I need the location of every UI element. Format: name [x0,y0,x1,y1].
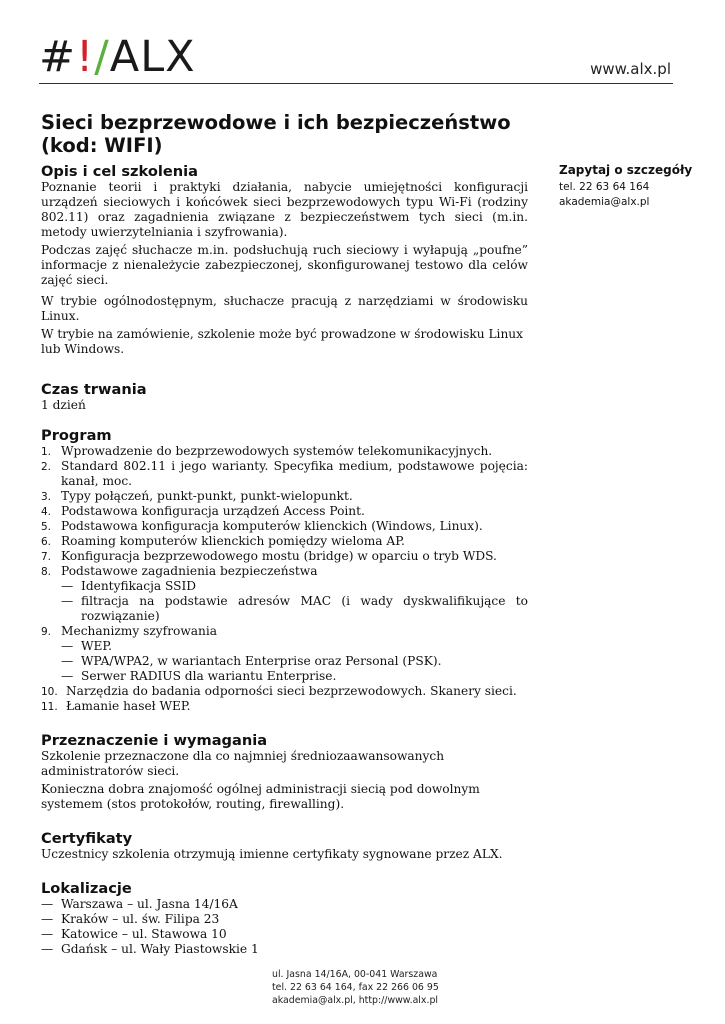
ask-heading: Zapytaj o szczegóły [559,163,693,177]
program-subitem: — Serwer RADIUS dla wariantu Enterprise. [61,669,528,684]
program-item: 10. Narzędzia do badania odporności sieci bezprzewodowych. Skanery sieci. [41,684,517,698]
duration-heading: Czas trwania [41,381,147,398]
program-item: 11. Łamanie haseł WEP. [41,699,191,713]
program-subitem: — WEP. [61,639,528,654]
page-footer [272,968,439,1007]
requirements-paragraph: Szkolenie przeznaczone dla co najmniej średniozaawansowanych administratorów sieci. [41,749,445,778]
header-divider [39,83,673,84]
page-title: Sieci bezprzewodowe i ich bezpieczeństwo (kod: WIFI) [41,111,511,157]
footer-address: ul. Jasna 14/16A, 00-041 Warszawa [272,969,438,980]
certificates-heading: Certyfikaty [41,830,133,847]
alx-logo [39,32,196,82]
description-heading: Opis i cel szkolenia [41,163,198,180]
certificates-text: Uczestnicy szkolenia otrzymują imienne certyfikaty sygnowane przez ALX. [41,847,503,861]
program-list [41,444,528,714]
website-link[interactable]: www.alx.pl [590,60,671,78]
contact-sidebar [559,162,719,210]
footer-contacts[interactable]: akademia@alx.pl, http://www.alx.pl [272,995,438,1006]
requirements-heading: Przeznaczenie i wymagania [41,732,268,749]
sidebar-phone[interactable]: tel. 22 63 64 164 [559,181,650,193]
main-content [41,163,528,975]
program-item: 4. Podstawowa konfiguracja urządzeń Access Point. [41,504,365,518]
description-paragraph: W trybie na zamówienie, szkolenie może być prowadzone w środowisku Linux lub Windows. [41,327,524,356]
program-subitem: — filtracja na podstawie adresów MAC (i wady dyskwalifikujące to rozwiązanie) [61,594,528,624]
footer-phones: tel. 22 63 64 164, fax 22 266 06 95 [272,982,439,993]
program-subitem: — WPA/WPA2, w wariantach Enterprise oraz Personal (PSK). [61,654,528,669]
program-item: 7. Konfiguracja bezprzewodowego mostu (bridge) w oparciu o tryb WDS. [41,549,497,563]
section-program [41,427,528,714]
logo-hash: # [39,32,77,82]
location-item: — Katowice – ul. Stawowa 10 [41,927,528,942]
program-item: 9. Mechanizmy szyfrowania — WEP. — WPA/WPA2, w wariantach Enterprise oraz Personal (PSK). — Serwer RADIUS dla wariantu Enterprise. [41,624,528,684]
logo-exclamation: ! [76,32,95,82]
section-duration [41,381,528,413]
requirements-paragraph: Konieczna dobra znajomość ogólnej administracji siecią pod dowolnym systemem (stos protokołów, routing, firewalling). [41,782,480,811]
section-description [41,163,528,357]
section-certificates [41,830,528,862]
program-subitems [61,579,528,624]
duration-value: 1 dzień [41,398,86,412]
description-paragraph: W trybie ogólnodostępnym, słuchacze pracują z narzędziami w środowisku Linux. [41,294,528,323]
locations-heading: Lokalizacje [41,880,132,897]
location-item: — Kraków – ul. św. Filipa 23 [41,912,528,927]
logo-slash: / [94,32,110,82]
logo-text: ALX [109,32,196,82]
program-item: 6. Roaming komputerów klienckich pomiędzy wieloma AP. [41,534,405,548]
program-heading: Program [41,427,112,444]
program-item: 3. Typy połączeń, punkt-punkt, punkt-wielopunkt. [41,489,353,503]
locations-list [41,897,528,957]
location-item: — Gdańsk – ul. Wały Piastowskie 1 [41,942,528,957]
description-paragraph: Poznanie teorii i praktyki działania, nabycie umiejętności konfiguracji urządzeń sieciowych i końcówek sieci bezprzewodowych typu Wi-Fi (rodziny 802.11) oraz zagadnienia związane z bezpieczeństwem tych sieci (m.in. metody uwierzytelniania i szyfrowania). [41,180,528,239]
program-item: 1. Wprowadzenie do bezprzewodowych systemów telekomunikacyjnych. [41,444,493,458]
program-subitems [61,639,528,684]
description-paragraph: Podczas zajęć słuchacze m.in. podsłuchują ruch sieciowy i wyłapują „poufne” informacje z nienależycie zabezpieczonej, skonfigurowanej testowo dla celów zajęć sieci. [41,243,528,287]
program-item: 8. Podstawowe zagadnienia bezpieczeństwa — Identyfikacja SSID — filtracja na podstawie adresów MAC (i wady dyskwalifikujące to rozwiązanie) [41,564,528,624]
program-subitem: — Identyfikacja SSID [61,579,528,594]
section-locations [41,880,528,957]
section-requirements [41,732,528,812]
program-item: 2. Standard 802.11 i jego warianty. Specyfika medium, podstawowe pojęcia: kanał, moc. [41,459,528,488]
program-item: 5. Podstawowa konfiguracja komputerów klienckich (Windows, Linux). [41,519,483,533]
location-item: — Warszawa – ul. Jasna 14/16A [41,897,528,912]
sidebar-email[interactable]: akademia@alx.pl [559,196,650,208]
